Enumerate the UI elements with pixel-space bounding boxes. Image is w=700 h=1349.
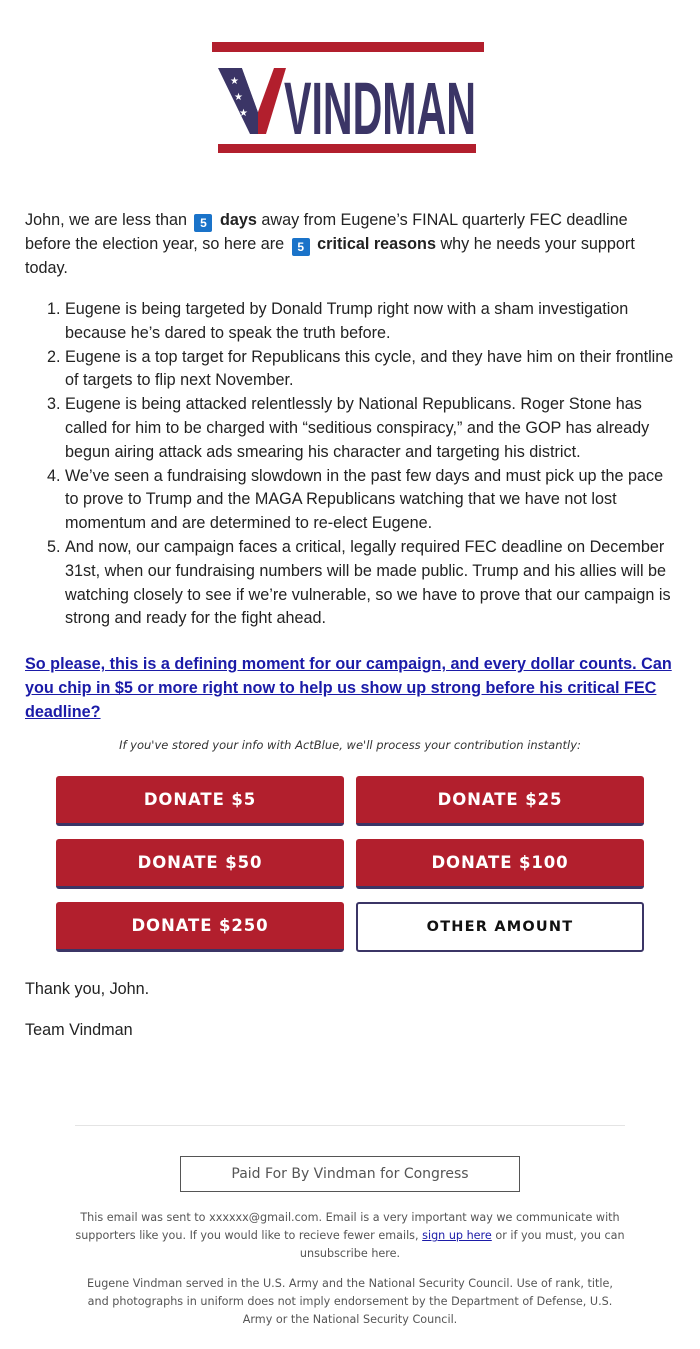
svg-text:★: ★ — [230, 76, 239, 87]
svg-text:★: ★ — [234, 92, 243, 103]
signature-text: Team Vindman — [25, 1021, 133, 1039]
intro-bold-days: days — [219, 211, 257, 229]
intro-paragraph — [25, 208, 675, 280]
intro-text-2: away from Eugene’s FINAL quarterly FEC deadline before the election year, so here are — [25, 211, 628, 253]
reason-item: 2. Eugene is a top target for Republicans this cycle, and they have him on their frontline of targets to flip next November. — [65, 346, 675, 394]
donate-250-button[interactable]: DONATE $250 — [56, 902, 344, 952]
donate-25-button[interactable]: DONATE $25 — [356, 776, 644, 826]
footer-notice-text: This email was sent to xxxxxx@gmail.com. Email is a very important way we communicate with supporters like you. If you would like to recieve fewer emails, — [75, 1211, 620, 1242]
intro-text-1: John, we are less than — [25, 211, 187, 229]
intro-text-3: why he needs your support today. — [25, 235, 635, 277]
reason-item: 5. And now, our campaign faces a critical, legally required FEC deadline on December 31st, when our fundraising numbers will be made public. Trump and his allies will be watching closely to see if we’re vulnerable, so we have to prove that our campaign is strong and ready for the fight ahead. — [65, 536, 675, 631]
reasons-list — [25, 298, 675, 631]
footer-divider — [75, 1125, 625, 1126]
other-amount-button[interactable]: OTHER AMOUNT — [356, 902, 644, 952]
donate-50-button[interactable]: DONATE $50 — [56, 839, 344, 889]
donate-100-button[interactable]: DONATE $100 — [356, 839, 644, 889]
logo-text: VINDMAN — [284, 67, 476, 150]
donate-5-button[interactable]: DONATE $5 — [56, 776, 344, 826]
svg-text:★: ★ — [239, 108, 248, 119]
reason-item: 1. Eugene is being targeted by Donald Trump right now with a sham investigation because he’s dared to speak the truth before. — [65, 298, 675, 346]
vindman-logo-icon — [212, 40, 488, 156]
footer-email-notice — [75, 1209, 625, 1263]
reason-item: 4. We’ve seen a fundraising slowdown in the past few days and must pick up the pace to prove to Trump and the MAGA Republicans watching that we have not lost momentum and are determined to re-elect Eugene. — [65, 465, 675, 536]
number-five-emoji-icon: 5 — [194, 214, 212, 232]
paid-for-box: Paid For By Vindman for Congress — [180, 1156, 520, 1192]
actblue-note: If you've stored your info with ActBlue, we'll process your contribution instantly: — [119, 738, 581, 752]
thank-you-text: Thank you, John. — [25, 980, 150, 998]
sign-up-link[interactable]: sign up here — [422, 1229, 492, 1242]
intro-bold-reasons: critical reasons — [317, 235, 436, 253]
email-body — [25, 208, 675, 725]
campaign-logo — [0, 40, 700, 156]
donate-cta-link[interactable]: So please, this is a defining moment for our campaign, and every dollar counts. Can you chip in $5 or more right now to help us show up strong before his critical FEC deadline? — [25, 655, 672, 721]
number-five-emoji-icon: 5 — [292, 238, 310, 256]
reason-item: 3. Eugene is being attacked relentlessly by National Republicans. Roger Stone has called for him to be charged with “seditious conspiracy,” and the GOP has already begun airing attack ads smearing his character and targeting his district. — [65, 393, 675, 464]
footer-disclaimer: Eugene Vindman served in the U.S. Army and the National Security Council. Use of rank, title, and photographs in uniform does not imply endorsement by the Department of Defense, U.S. Army or the National Security Council. — [87, 1277, 613, 1326]
footer-unsubscribe-text: or if you must, you can unsubscribe here. — [299, 1229, 625, 1260]
